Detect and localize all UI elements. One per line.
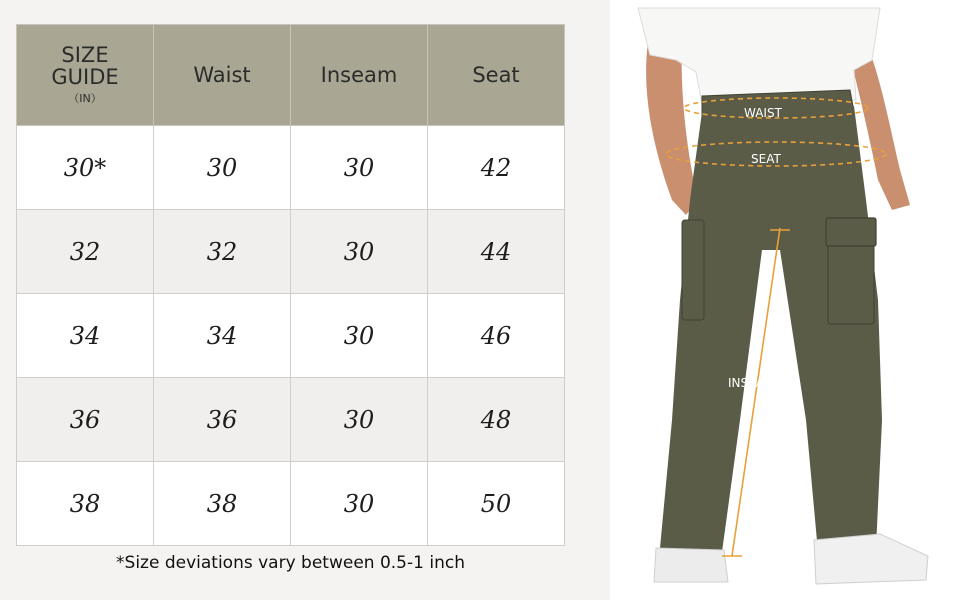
size-cell: 32	[17, 210, 154, 294]
seat-cell: 44	[428, 210, 565, 294]
waist-cell: 34	[154, 294, 291, 378]
inseam-cell: 30	[291, 462, 428, 546]
seat-cell: 46	[428, 294, 565, 378]
table-header-row	[17, 25, 565, 126]
seat-cell: 42	[428, 126, 565, 210]
size-cell: 38	[17, 462, 154, 546]
seat-label: SEAT	[751, 152, 781, 166]
left-white-sneaker	[654, 548, 728, 582]
size-table	[16, 24, 565, 546]
inseam-cell: 30	[291, 378, 428, 462]
size-column-header	[17, 25, 154, 126]
right-pocket-flap	[826, 218, 876, 246]
inseam-column-header: Inseam	[291, 25, 428, 126]
seat-cell: 48	[428, 378, 565, 462]
size-table-container	[16, 24, 565, 546]
size-header-line-1: SIZE	[61, 43, 109, 67]
size-cell: 36	[17, 378, 154, 462]
size-header-unit: （IN）	[68, 92, 102, 105]
table-row	[17, 126, 565, 210]
table-row	[17, 210, 565, 294]
waist-cell: 32	[154, 210, 291, 294]
size-cell: 30*	[17, 126, 154, 210]
size-deviation-footnote: *Size deviations vary between 0.5-1 inch	[116, 553, 465, 573]
waist-column-header: Waist	[154, 25, 291, 126]
size-cell: 34	[17, 294, 154, 378]
waist-cell: 38	[154, 462, 291, 546]
seat-column-header: Seat	[428, 25, 565, 126]
size-header-line-2: GUIDE	[51, 65, 119, 89]
left-cargo-pocket	[682, 220, 704, 320]
model-photo	[610, 0, 970, 600]
inseam-cell: 30	[291, 126, 428, 210]
waist-cell: 30	[154, 126, 291, 210]
table-row	[17, 462, 565, 546]
seat-cell: 50	[428, 462, 565, 546]
waist-label: WAIST	[744, 106, 782, 120]
inseam-cell: 30	[291, 210, 428, 294]
inseam-cell: 30	[291, 294, 428, 378]
waist-cell: 36	[154, 378, 291, 462]
table-row	[17, 294, 565, 378]
inseam-label: INSEAM	[728, 376, 775, 390]
table-row	[17, 378, 565, 462]
